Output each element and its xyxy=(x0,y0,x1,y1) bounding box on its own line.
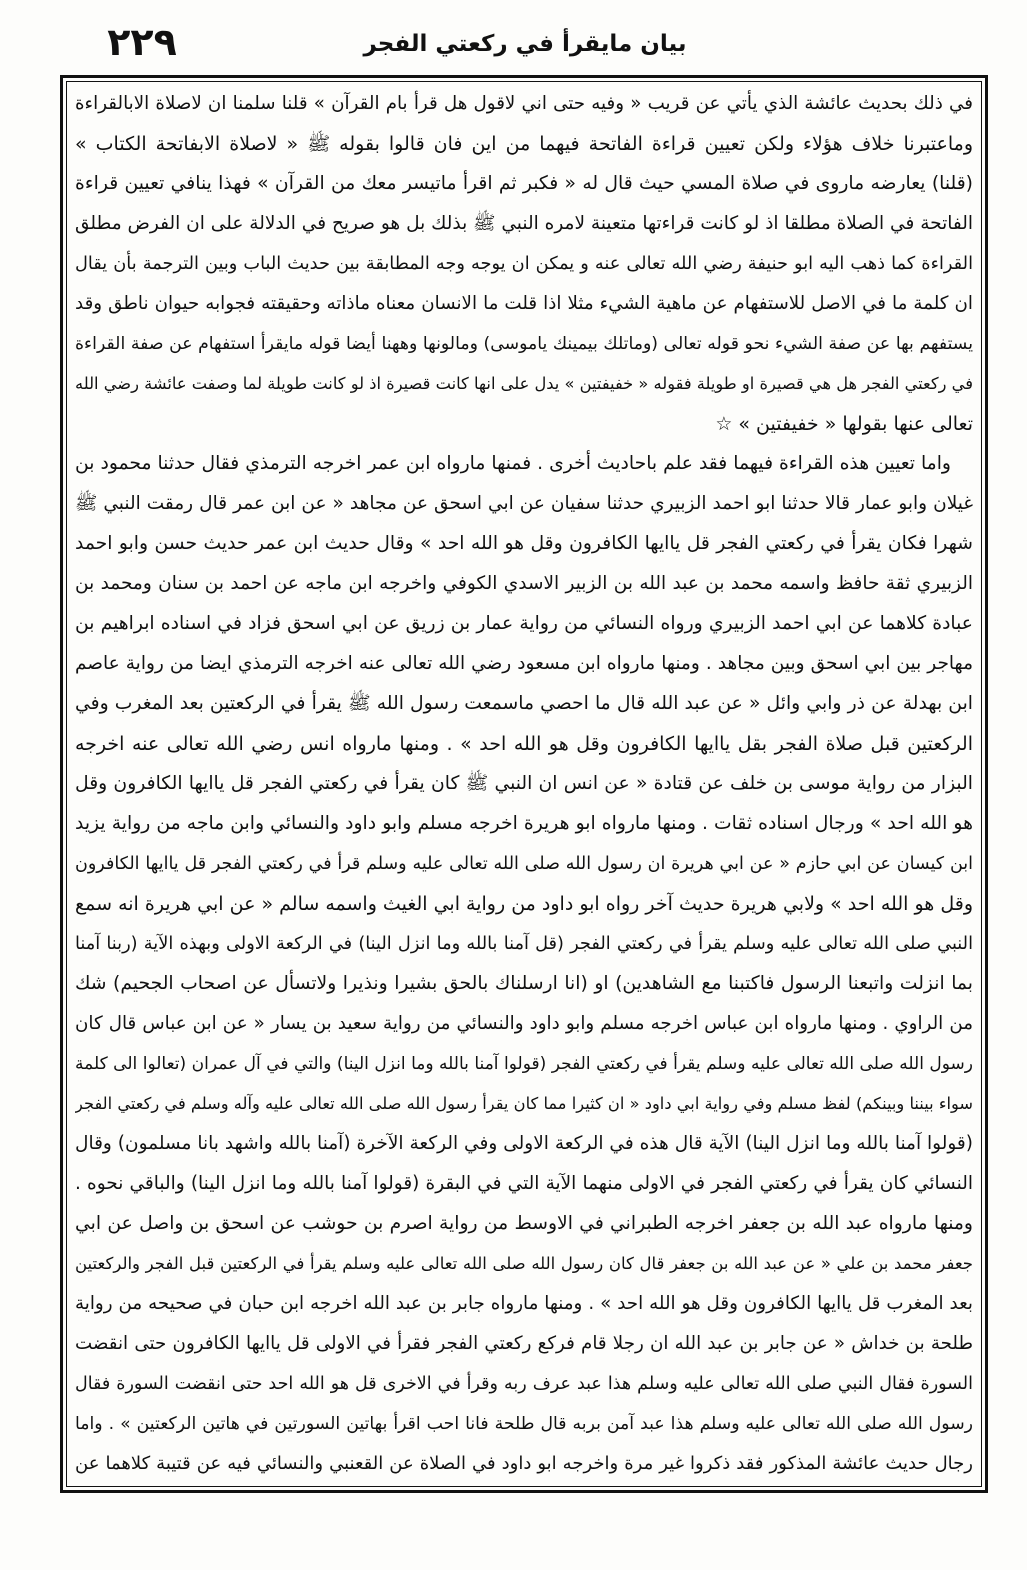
text-line: ابن كيسان عن ابي حازم « عن ابي هريرة ان رسول الله صلى الله تعالى عليه وسلم قرأ في ركعتي الفجر قل ياايها الكافرون xyxy=(75,854,973,874)
text-line: رجال حديث عائشة المذكور فقد ذكروا غير مرة واخرجه ابو داود في الصلاة عن القعنبي والنسائي فيه عن قتيبة كلاهما عن xyxy=(75,1453,973,1474)
text-line: وقل هو الله احد » ولابي هريرة حديث آخر رواه ابو داود من رواية ابي الغيث واسمه سالم « عن ابي هريرة انه سمع xyxy=(75,893,973,915)
text-line: في ركعتي الفجر هل هي قصيرة او طويلة فقوله « خفيفتين » يدل على انها كانت قصيرة اذ لو كانت طويلة لما وصفت عائشة رضي الله xyxy=(75,374,973,393)
text-line: بما انزلت واتبعنا الرسول فاكتبنا مع الشاهدين) او (انا ارسلناك بالحق بشيرا ونذيرا ولاتسأل عن اصحاب الجحيم) شك xyxy=(75,973,973,994)
text-line: غيلان وابو عمار قالا حدثنا ابو احمد الزبيري حدثنا سفيان عن ابي اسحق عن مجاهد « عن ابن عمر قال رمقت النبي ﷺ xyxy=(75,493,973,514)
text-line: الركعتين قبل صلاة الفجر بقل ياايها الكافرون وقل هو الله احد » . ومنها مارواه انس رضي الله تعالى عنه اخرجه xyxy=(75,733,973,755)
text-line: ومنها مارواه عبد الله بن جعفر اخرجه الطبراني في الاوسط من رواية اصرم بن حوشب عن اسحق بن واصل عن ابي xyxy=(75,1213,973,1234)
text-line: بعد المغرب قل ياايها الكافرون وقل هو الله احد » . ومنها مارواه جابر بن عبد الله اخرجه ابن حبان في صحيحه من رواية xyxy=(75,1293,973,1314)
text-line: رسول الله صلى الله تعالى عليه وسلم يقرأ في ركعتي الفجر (قولوا آمنا بالله وما انزل الينا) والتي في آل عمران (تعالوا الى كلمة xyxy=(75,1054,973,1074)
text-line: ان كلمة ما في الاصل للاستفهام عن ماهية الشيء مثلا اذا قلت ما الانسان معناه ماذاته وحقيقته فجوابه حيوان ناطق وقد xyxy=(75,293,973,314)
text-line: جعفر محمد بن علي « عن عبد الله بن جعفر قال كان رسول الله صلى الله تعالى عليه وسلم يقرأ في الركعتين قبل الفجر والركعتين xyxy=(75,1254,973,1273)
text-line: النبي صلى الله تعالى عليه وسلم يقرأ في ركعتي الفجر (قل آمنا بالله وما انزل الينا) في الركعة الاولى وبهذه الآية (ربنا آمنا xyxy=(75,934,973,954)
text-line: هو الله احد » ورجال اسناده ثقات . ومنها مارواه ابو هريرة اخرجه مسلم وابو داود والنسائي وابن ماجه من رواية يزيد xyxy=(75,813,973,834)
text-line: وماعتبرنا خلاف هؤلاء ولكن تعيين قراءة الفاتحة فيهما من اين فان قالوا بقوله ﷺ « لاصلاة الابفاتحة الكتاب » xyxy=(75,133,973,155)
text-line: (قولوا آمنا بالله وما انزل الينا) الآية قال هذه في الركعة الاولى وفي الركعة الآخرة (آمنا بالله واشهد بانا مسلمون) وقال xyxy=(75,1133,973,1154)
text-line: مهاجر بين ابي اسحق وبين مجاهد . ومنها مارواه ابن مسعود رضي الله تعالى عنه اخرجه الترمذي ايضا من رواية عاصم xyxy=(75,653,973,674)
text-line: الفاتحة في الصلاة مطلقا اذ لو كانت قراءتها متعينة لامره النبي ﷺ بذلك بل هو صريح في الدلالة على ان الفرض مطلق xyxy=(75,213,973,234)
text-line: شهرا فكان يقرأ في ركعتي الفجر قل ياايها الكافرون وقل هو الله احد » وقال حديث ابن عمر حديث حسن وابو احمد xyxy=(75,533,973,554)
text-line: ابن بهدلة عن ذر وابي وائل « عن عبد الله قال ما احصي ماسمعت رسول الله ﷺ يقرأ في الركعتين بعد المغرب وفي xyxy=(75,693,973,714)
text-line: طلحة بن خداش « عن جابر بن عبد الله ان رجلا قام فركع ركعتي الفجر فقرأ في الاولى قل ياايها الكافرون حتى انقضت xyxy=(75,1333,973,1354)
text-line: في ذلك بحديث عائشة الذي يأتي عن قريب « وفيه حتى اني لاقول هل قرأ بام القرآن » قلنا سلمنا ان لاصلاة الابالقراءة xyxy=(75,93,973,114)
page-number: ٢٢٩ xyxy=(107,20,177,64)
text-line: (قلنا) يعارضه ماروى في صلاة المسي حيث قال له « فكبر ثم اقرأ ماتيسر معك من القرآن » فهذا ينافي تعيين قراءة xyxy=(75,173,973,194)
text-line: يستفهم بها عن صفة الشيء نحو قوله تعالى (وماتلك بيمينك ياموسى) ومالونها وههنا أيضا قوله مايقرأ استفهام عن صفة القراءة xyxy=(75,334,973,354)
text-line: البزار من رواية موسى بن خلف عن قتادة « عن انس ان النبي ﷺ كان يقرأ في ركعتي الفجر قل ياايها الكافرون وقل xyxy=(75,773,973,794)
text-line: عبادة كلاهما عن ابي احمد الزبيري ورواه النسائي من رواية عمار بن زريق عن ابي اسحق فزاد في اسناده ابراهيم بن xyxy=(75,613,973,634)
text-line: سواء بيننا وبينكم) لفظ مسلم وفي رواية ابي داود « ان كثيرا مما كان يقرأ رسول الله صلى الله تعالى عليه وآله وسلم في ركعتي الفجر xyxy=(75,1094,973,1113)
text-frame xyxy=(60,75,988,1493)
text-line: الزبيري ثقة حافظ واسمه محمد بن عبد الله بن الزبير الاسدي الكوفي واخرجه ابن ماجه عن احمد بن سنان ومحمد بن xyxy=(75,573,973,594)
paragraph-start-line: واما تعيين هذه القراءة فيهما فقد علم باحاديث أخرى . فمنها مارواه ابن عمر اخرجه الترمذي فقال حدثنا محمود بن xyxy=(75,453,951,474)
paragraph-end-line: تعالى عنها بقولها « خفيفتين » ☆ xyxy=(715,413,973,435)
running-title: بيان مايقرأ في ركعتي الفجر xyxy=(363,31,687,57)
text-line: النسائي كان يقرأ في ركعتي الفجر في الاولى منهما الآية التي في البقرة (قولوا آمنا بالله وما انزل الينا) والباقي نحوه . xyxy=(75,1173,973,1194)
text-line: من الراوي . ومنها مارواه ابن عباس اخرجه مسلم وابو داود والنسائي من رواية سعيد بن يسار « عن ابن عباس قال كان xyxy=(75,1013,973,1034)
text-block xyxy=(66,81,982,1487)
text-line: القراءة كما ذهب اليه ابو حنيفة رضي الله تعالى عنه و يمكن ان يوجه وجه المطابقة بين حديث الباب وبين الترجمة بأن يقال xyxy=(75,254,973,274)
text-line: رسول الله صلى الله تعالى عليه وسلم هذا عبد آمن بربه قال طلحة فانا احب اقرأ بهاتين السورتين في هاتين الركعتين » . واما xyxy=(75,1414,973,1434)
text-line: السورة فقال النبي صلى الله تعالى عليه وسلم هذا عبد عرف ربه وقرأ في الاخرى قل هو الله احد حتى انقضت السورة فقال xyxy=(75,1374,973,1394)
